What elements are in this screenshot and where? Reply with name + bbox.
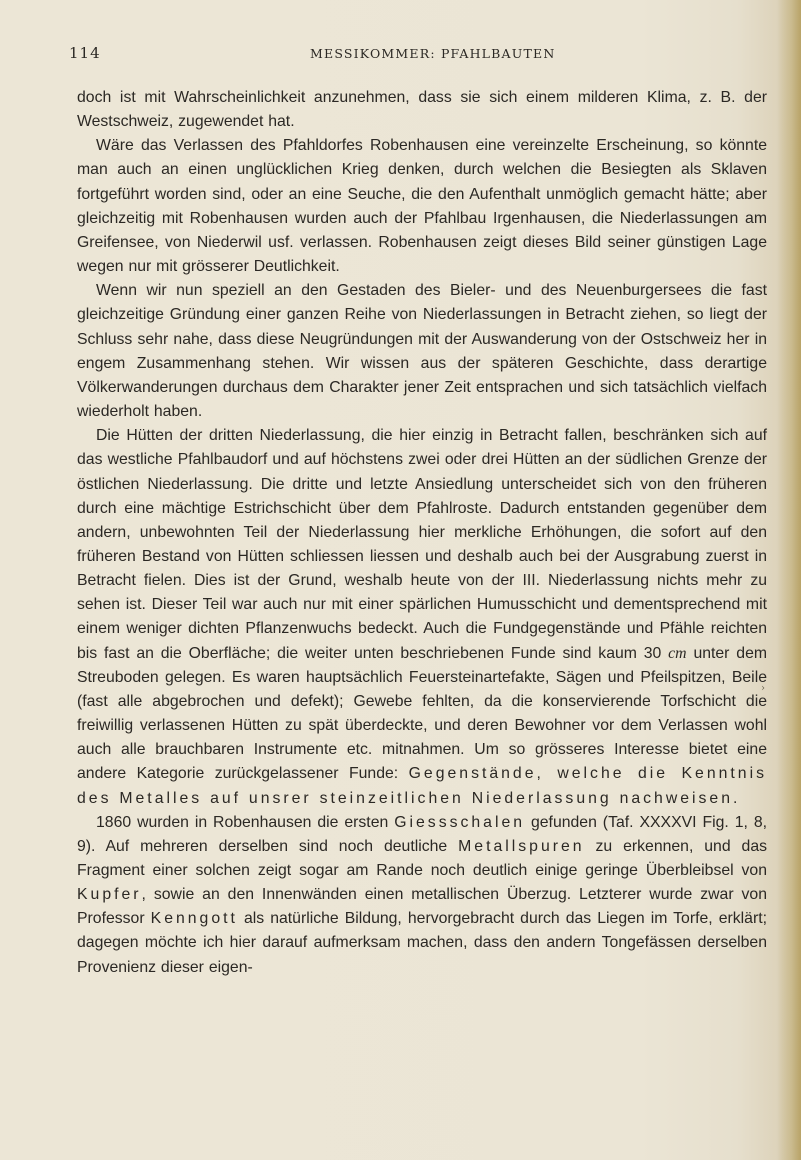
spaced-giessschalen: Giessschalen bbox=[394, 813, 526, 831]
running-title: MESSIKOMMER: PFAHLBAUTEN bbox=[310, 46, 556, 61]
paragraph-2: Wäre das Verlassen des Pfahldorfes Robenhausen eine vereinzelte Erscheinung, so könnte man auch an einen unglücklichen Krieg denken, durch welchen die Besiegten als Sklaven fortgeführt worden sind, oder an eine Seuche, die den Aufenthalt unmöglich gemacht hätte; aber gleichzeitig mit Robenhausen wurden auch der Pfahlbau Irgenhausen, die Niederlassungen am Greifensee, von Niederwil usf. verlassen. Robenhausen zeigt dieses Bild seiner günstigen Lage wegen nur mit grösserer Deutlichkeit. bbox=[77, 137, 767, 276]
paragraph-5-part-a: 1860 wurden in Robenhausen die ersten bbox=[96, 813, 389, 831]
spaced-kenngott: Kenngott bbox=[150, 910, 238, 928]
paragraph-4 bbox=[77, 424, 767, 811]
page-number: 114 bbox=[69, 44, 101, 62]
paragraph-4-part-a: Die Hütten der dritten Niederlassung, die hier einzig in Betracht fallen, beschränken sich auf das westliche Pfahlbaudorf und auf höchstens zwei oder drei Hütten an der südlichen Grenze der östlichen Niederlassung. Die dritte und letzte Ansiedlung unterscheidet sich von den früheren durch eine mächtige Estrichschicht über dem Pfahlroste. Dadurch entstanden gegenüber dem andern, unbewohnten Teil der Niederlassung hier merkliche Erhöhungen, die sofort auf den früheren Bestand von Hütten schliessen liessen und deshalb auch bei der Ausgrabung zuerst in Betracht fielen. Dies ist der Grund, weshalb heute von der III. Niederlassung nichts mehr zu sehen ist. Dieser Teil war auch nur mit einer spärlichen Humusschicht und dementsprechend mit einem weniger dichten Pflanzenwuchs bedeckt. Auch die Fundgegenstände und Pfähle reichten bis fast an die Oberfläche; die weiter unten beschriebenen Funde sind kaum 30 bbox=[77, 427, 767, 662]
paragraph-5-part-b: gefunden (Taf. XXXXVI Fig. 1, 8, 9). Auf mehreren derselben sind noch deutliche bbox=[77, 813, 768, 855]
unit-cm: cm bbox=[668, 644, 687, 662]
spaced-emphasis-metal: Gegenstände, welche die Kenntnis des Metalles auf unsrer steinzeitlichen Niederlassung nachweisen. bbox=[77, 765, 767, 807]
paragraph-4-part-b: unter dem Streuboden gelegen. Es waren hauptsächlich Feuersteinartefakte, Sägen und Pfeilspitzen, Beile (fast alle abgebrochen und defekt); Gewebe fehlten, da die konservierende Torfschicht die freiwillig verlassenen Hütten zu spät überdeckte, und deren Bewohner vor dem Verlassen wohl auch alle brauchbaren Instrumente etc. mitnahmen. Um so grösseres Interesse bietet eine andere Kategorie zurückgelassener Funde: bbox=[77, 644, 768, 783]
body-text bbox=[77, 86, 767, 980]
margin-tick-mark: › bbox=[761, 683, 765, 694]
spaced-metallspuren: Metallspuren bbox=[458, 837, 585, 855]
paragraph-5-part-c: zu erkennen, und das Fragment einer solchen zeigt sogar am Rande noch deutlich einige geringe Überbleibsel von bbox=[77, 837, 768, 879]
paragraph-5 bbox=[77, 811, 767, 980]
paragraph-5-part-d: , sowie an den Innenwänden einen metallischen Überzug. Letzterer wurde zwar von Professor bbox=[77, 886, 767, 928]
paragraph-5-part-e: als natürliche Bildung, hervorgebracht durch das Liegen im Torfe, erklärt; dagegen möchte ich hier darauf aufmerksam machen, dass den andern Tongefässen derselben Provenienz dieser eigen- bbox=[77, 910, 767, 976]
spaced-kupfer: Kupfer bbox=[77, 886, 142, 904]
paragraph-3: Wenn wir nun speziell an den Gestaden des Bieler- und des Neuenburgersees die fast gleichzeitige Gründung einer ganzen Reihe von Niederlassungen in Betracht ziehen, so liegt der Schluss sehr nahe, dass diese Neugründungen mit der Auswanderung von der Ostschweiz her in engem Zusammenhang stehen. Wir wissen aus der späteren Geschichte, dass derartige Völkerwanderungen durchaus dem Charakter jener Zeit entsprachen und sich tatsächlich vielfach wiederholt haben. bbox=[77, 282, 767, 421]
page-edge-shadow bbox=[777, 0, 801, 1160]
running-head bbox=[69, 44, 769, 66]
paragraph-1: doch ist mit Wahrscheinlichkeit anzunehmen, dass sie sich einem milderen Klima, z. B. der Westschweiz, zugewendet hat. bbox=[77, 89, 767, 131]
